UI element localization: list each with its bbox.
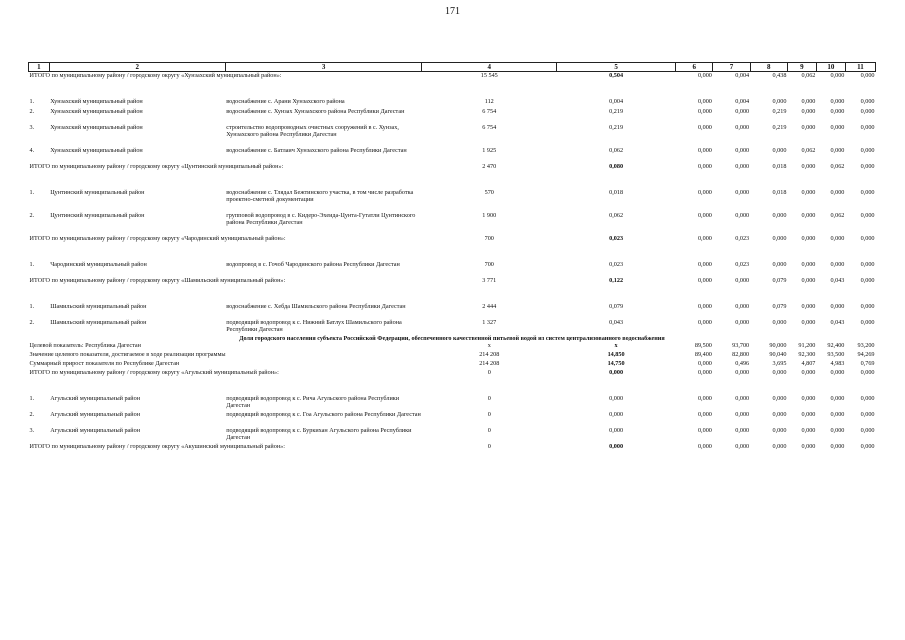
column-header: 8	[750, 63, 787, 72]
year-value: 0,000	[801, 261, 816, 268]
itogo-year-value: 93,700	[732, 342, 750, 349]
itogo-label: ИТОГО по муниципальному району / городскому округу «Чародинский муниципальный район»:	[29, 235, 286, 242]
year-value: 0,000	[772, 427, 787, 434]
year-value: 0,000	[772, 147, 787, 154]
itogo-year-value: 0,000	[830, 235, 845, 242]
year-value: 0,000	[830, 124, 845, 131]
itogo-indicator: 14,850	[607, 351, 625, 358]
object-name: подводящий водопровод к с. Рича Агульского района Республики Дагестан	[226, 395, 400, 409]
object-name: подводящий водопровод к с. Гоа Агульского района Республики Дагестан	[226, 411, 421, 418]
total-cost: 700	[484, 261, 494, 268]
document-table-container	[28, 62, 876, 452]
district-name: Цунтинский муниципальный район	[50, 212, 145, 219]
total-cost: 0	[487, 411, 491, 418]
year-value: 0,000	[772, 98, 787, 105]
indicator-value: 0,000	[609, 395, 624, 402]
itogo-indicator: 0,000	[609, 443, 624, 450]
itogo-indicator: x	[614, 342, 618, 349]
indicator-value: 0,062	[609, 212, 624, 219]
year-value: 0,000	[697, 98, 712, 105]
itogo-year-value: 0,000	[735, 443, 750, 450]
row-number: 2.	[29, 411, 35, 418]
itogo-year-value: 93,500	[827, 351, 845, 358]
itogo-year-value: 0,000	[860, 235, 875, 242]
itogo-year-value: 0,000	[860, 72, 875, 79]
year-value: 0,000	[801, 319, 816, 326]
total-cost: 0	[487, 427, 491, 434]
table-row	[29, 147, 876, 163]
year-value: 0,000	[772, 212, 787, 219]
itogo-year-value: 89,400	[694, 351, 712, 358]
itogo-year-value: 0,000	[860, 369, 875, 376]
itogo-year-value: 0,438	[772, 72, 787, 79]
total-cost: 1 900	[482, 212, 497, 219]
year-value: 0,000	[772, 319, 787, 326]
table-row	[29, 124, 876, 147]
indicator-value: 0,000	[609, 427, 624, 434]
itogo-year-value: 82,800	[732, 351, 750, 358]
year-value: 0,000	[860, 189, 875, 196]
year-value: 0,000	[735, 319, 750, 326]
row-number: 2.	[29, 108, 35, 115]
year-value: 0,000	[735, 147, 750, 154]
itogo-year-value: 0,000	[697, 235, 712, 242]
itogo-year-value: 0,000	[801, 163, 816, 170]
itogo-year-value: 0,000	[697, 443, 712, 450]
itogo-year-value: 0,000	[830, 72, 845, 79]
itogo-row	[29, 351, 876, 360]
row-spacer	[29, 172, 876, 189]
itogo-row	[29, 163, 876, 172]
itogo-total-cost: 2 470	[482, 163, 497, 170]
itogo-year-value: 0,043	[830, 277, 845, 284]
itogo-year-value: 0,769	[860, 360, 875, 367]
itogo-year-value: 0,062	[801, 72, 816, 79]
year-value: 0,000	[801, 411, 816, 418]
row-number: 1.	[29, 189, 35, 196]
itogo-year-value: 0,000	[830, 443, 845, 450]
year-value: 0,219	[772, 108, 787, 115]
itogo-label: Значение целевого показателя, достигаемое в ходе реализации программы	[29, 351, 226, 358]
itogo-year-value: 0,000	[735, 369, 750, 376]
year-value: 0,000	[830, 108, 845, 115]
year-value: 0,000	[697, 261, 712, 268]
table-row	[29, 395, 876, 411]
year-value: 0,000	[697, 319, 712, 326]
column-header: 11	[845, 63, 875, 72]
year-value: 0,000	[697, 395, 712, 402]
year-value: 0,000	[801, 395, 816, 402]
row-spacer	[29, 378, 876, 395]
object-name: подводящий водопровод к с. Буркихан Агульского района Республики Дагестан	[226, 427, 412, 441]
itogo-year-value: 0,000	[860, 277, 875, 284]
year-value: 0,000	[697, 303, 712, 310]
column-header: 3	[225, 63, 422, 72]
itogo-year-value: 89,500	[694, 342, 712, 349]
year-value: 0,000	[772, 411, 787, 418]
year-value: 0,000	[860, 303, 875, 310]
itogo-year-value: 0,004	[735, 72, 750, 79]
year-value: 0,000	[830, 395, 845, 402]
itogo-year-value: 0,000	[772, 235, 787, 242]
itogo-year-value: 0,000	[697, 277, 712, 284]
year-value: 0,000	[830, 147, 845, 154]
year-value: 0,000	[697, 212, 712, 219]
year-value: 0,062	[830, 212, 845, 219]
itogo-year-value: 4,983	[830, 360, 845, 367]
itogo-year-value: 0,000	[801, 235, 816, 242]
year-value: 0,000	[860, 98, 875, 105]
itogo-year-value: 0,000	[772, 443, 787, 450]
district-name: Хунзахский муниципальный район	[50, 147, 143, 154]
row-number: 2.	[29, 212, 35, 219]
itogo-label: Целевой показатель: Республика Дагестан	[29, 342, 141, 349]
table-row	[29, 303, 876, 319]
itogo-total-cost: 0	[487, 369, 491, 376]
total-cost: 1 925	[482, 147, 497, 154]
year-value: 0,219	[772, 124, 787, 131]
year-value: 0,062	[801, 147, 816, 154]
indicator-value: 0,219	[609, 124, 624, 131]
itogo-year-value: 0,000	[697, 72, 712, 79]
itogo-year-value: 0,062	[830, 163, 845, 170]
itogo-label: ИТОГО по муниципальному району / городскому округу «Хунзахский муниципальный район»:	[29, 72, 282, 79]
indicator-value: 0,219	[609, 108, 624, 115]
column-header: 10	[816, 63, 845, 72]
column-header: 9	[787, 63, 816, 72]
table-row	[29, 189, 876, 212]
district-name: Агульский муниципальный район	[50, 395, 141, 402]
itogo-total-cost: 700	[484, 235, 494, 242]
table-row	[29, 411, 876, 427]
itogo-row	[29, 443, 876, 452]
district-name: Хунзахский муниципальный район	[50, 98, 143, 105]
itogo-row	[29, 342, 876, 351]
table-row	[29, 212, 876, 235]
itogo-row	[29, 235, 876, 244]
itogo-year-value: 92,400	[827, 342, 845, 349]
year-value: 0,000	[830, 427, 845, 434]
column-header: 4	[422, 63, 557, 72]
year-value: 0,000	[830, 189, 845, 196]
year-value: 0,000	[860, 124, 875, 131]
total-cost: 1 327	[482, 319, 497, 326]
year-value: 0,000	[860, 108, 875, 115]
itogo-label: ИТОГО по муниципальному району / городскому округу «Акушинский муниципальный район»:	[29, 443, 285, 450]
itogo-year-value: 90,040	[769, 351, 787, 358]
table-row	[29, 98, 876, 108]
itogo-total-cost: 0	[487, 443, 491, 450]
indicator-value: 0,000	[609, 411, 624, 418]
row-number: 1.	[29, 395, 35, 402]
year-value: 0,000	[735, 427, 750, 434]
itogo-year-value: 92,300	[798, 351, 816, 358]
year-value: 0,000	[860, 261, 875, 268]
year-value: 0,000	[801, 189, 816, 196]
itogo-year-value: 3,695	[772, 360, 787, 367]
itogo-year-value: 0,000	[697, 369, 712, 376]
district-name: Шамильский муниципальный район	[50, 319, 147, 326]
district-name: Агульский муниципальный район	[50, 427, 141, 434]
itogo-year-value: 0,023	[735, 235, 750, 242]
year-value: 0,000	[860, 212, 875, 219]
itogo-label: ИТОГО по муниципальному району / городскому округу «Цунтинский муниципальный район»:	[29, 163, 284, 170]
row-number: 3.	[29, 124, 35, 131]
itogo-total-cost: 3 771	[482, 277, 497, 284]
year-value: 0,000	[735, 124, 750, 131]
year-value: 0,000	[830, 261, 845, 268]
itogo-row	[29, 369, 876, 378]
itogo-year-value: 0,000	[697, 163, 712, 170]
year-value: 0,000	[697, 108, 712, 115]
year-value: 0,000	[697, 411, 712, 418]
column-number-header	[29, 63, 876, 72]
itogo-year-value: 0,000	[772, 369, 787, 376]
object-name: водопровод в с. Гочоб Чародинского района Республики Дагестан	[226, 261, 400, 268]
year-value: 0,079	[772, 303, 787, 310]
indicator-value: 0,018	[609, 189, 624, 196]
itogo-year-value: 4,807	[801, 360, 816, 367]
itogo-label: Суммарный прирост показателя по Республике Дагестан	[29, 360, 180, 367]
table-row	[29, 319, 876, 335]
row-spacer	[29, 81, 876, 98]
table-body	[29, 72, 876, 453]
object-name: водоснабжение с. Тлядал Бежтинского участка, в том числе разработка проектно-сметной документации	[226, 189, 414, 203]
year-value: 0,000	[830, 98, 845, 105]
column-header: 1	[29, 63, 50, 72]
year-value: 0,000	[735, 212, 750, 219]
total-cost: 6 754	[482, 108, 497, 115]
row-number: 4.	[29, 147, 35, 154]
year-value: 0,000	[860, 147, 875, 154]
itogo-year-value: 93,200	[857, 342, 875, 349]
year-value: 0,000	[801, 303, 816, 310]
row-spacer	[29, 244, 876, 261]
itogo-year-value: 0,000	[801, 443, 816, 450]
itogo-year-value: 0,000	[697, 360, 712, 367]
district-name: Хунзахский муниципальный район	[50, 124, 143, 131]
district-name: Чародинский муниципальный район	[50, 261, 147, 268]
row-number: 1.	[29, 98, 35, 105]
total-cost: 570	[484, 189, 494, 196]
indicator-value: 0,004	[609, 98, 624, 105]
itogo-indicator: 0,504	[609, 72, 624, 79]
total-cost: 2 444	[482, 303, 497, 310]
year-value: 0,000	[860, 427, 875, 434]
itogo-indicator: 0,000	[609, 369, 624, 376]
table-row	[29, 261, 876, 277]
itogo-indicator: 14,750	[607, 360, 625, 367]
itogo-label: ИТОГО по муниципальному району / городскому округу «Шамильский муниципальный район»:	[29, 277, 286, 284]
itogo-year-value: 0,079	[772, 277, 787, 284]
year-value: 0,043	[830, 319, 845, 326]
indicator-value: 0,079	[609, 303, 624, 310]
column-header: 2	[49, 63, 225, 72]
year-value: 0,000	[772, 261, 787, 268]
year-value: 0,000	[697, 124, 712, 131]
object-name: водоснабжение с. Арани Хунзахского района	[226, 98, 345, 105]
program-table	[28, 62, 876, 452]
row-number: 3.	[29, 427, 35, 434]
indicator-value: 0,043	[609, 319, 624, 326]
year-value: 0,000	[860, 411, 875, 418]
itogo-total-cost: 15 545	[480, 72, 498, 79]
year-value: 0,000	[830, 303, 845, 310]
row-number: 1.	[29, 261, 35, 268]
year-value: 0,000	[801, 427, 816, 434]
year-value: 0,000	[830, 411, 845, 418]
itogo-total-cost: 214 208	[479, 351, 500, 358]
year-value: 0,018	[772, 189, 787, 196]
object-name: водоснабжение с. Хунзах Хунзахского района Республики Дагестан	[226, 108, 405, 115]
itogo-year-value: 0,000	[860, 163, 875, 170]
year-value: 0,000	[801, 98, 816, 105]
year-value: 0,000	[860, 395, 875, 402]
indicator-value: 0,023	[609, 261, 624, 268]
itogo-year-value: 91,200	[798, 342, 816, 349]
district-name: Цунтинский муниципальный район	[50, 189, 145, 196]
object-name: водоснабжение с. Батлаич Хунзахского района Республики Дагестан	[226, 147, 407, 154]
row-number: 2.	[29, 319, 35, 326]
column-header: 7	[713, 63, 750, 72]
year-value: 0,000	[735, 395, 750, 402]
year-value: 0,000	[772, 395, 787, 402]
itogo-row	[29, 360, 876, 369]
year-value: 0,000	[697, 147, 712, 154]
itogo-row	[29, 72, 876, 82]
itogo-row	[29, 277, 876, 286]
year-value: 0,000	[735, 303, 750, 310]
itogo-year-value: 0,000	[735, 277, 750, 284]
itogo-year-value: 90,000	[769, 342, 787, 349]
itogo-year-value: 0,496	[735, 360, 750, 367]
object-name: подводящий водопровод к с. Нижний Батлух Шамильского района Республики Дагестан	[226, 319, 402, 333]
district-name: Хунзахский муниципальный район	[50, 108, 143, 115]
year-value: 0,000	[697, 189, 712, 196]
indicator-value: 0,062	[609, 147, 624, 154]
itogo-indicator: 0,080	[609, 163, 624, 170]
itogo-year-value: 0,000	[860, 443, 875, 450]
object-name: водоснабжение с. Хебда Шамильского района Республики Дагестан	[226, 303, 406, 310]
year-value: 0,004	[735, 98, 750, 105]
year-value: 0,000	[697, 427, 712, 434]
itogo-label: ИТОГО по муниципальному району / городскому округу «Агульский муниципальный район»:	[29, 369, 279, 376]
itogo-indicator: 0,122	[609, 277, 624, 284]
section-title: Доля городского населения субъекта Российской Федерации, обеспеченного качественной питьевой водой из систем централизованного водоснабжения	[239, 335, 665, 342]
year-value: 0,000	[801, 108, 816, 115]
itogo-year-value: 0,000	[830, 369, 845, 376]
column-header: 6	[676, 63, 713, 72]
itogo-total-cost: 214 208	[479, 360, 500, 367]
object-name: строительство водопроводных очистных сооружений в с. Хунзах, Хунзахского района Республики Дагестан	[226, 124, 399, 138]
page-number: 171	[445, 6, 460, 17]
section-title-row	[29, 335, 876, 342]
itogo-year-value: 0,000	[735, 163, 750, 170]
year-value: 0,000	[735, 108, 750, 115]
total-cost: 6 754	[482, 124, 497, 131]
year-value: 0,000	[735, 189, 750, 196]
total-cost: 0	[487, 395, 491, 402]
table-row	[29, 427, 876, 443]
district-name: Шамильский муниципальный район	[50, 303, 147, 310]
year-value: 0,000	[801, 212, 816, 219]
row-number: 1.	[29, 303, 35, 310]
itogo-total-cost: x	[487, 342, 491, 349]
table-row	[29, 108, 876, 124]
district-name: Агульский муниципальный район	[50, 411, 141, 418]
itogo-indicator: 0,023	[609, 235, 624, 242]
row-spacer	[29, 286, 876, 303]
itogo-year-value: 0,018	[772, 163, 787, 170]
year-value: 0,023	[735, 261, 750, 268]
year-value: 0,000	[860, 319, 875, 326]
itogo-year-value: 0,000	[801, 277, 816, 284]
itogo-year-value: 0,000	[801, 369, 816, 376]
itogo-year-value: 94,269	[857, 351, 875, 358]
object-name: групповой водопровод в с. Кидеро-Эхеида-Цунта-Гутатли Цунтинского района Республики Дагестан	[226, 212, 416, 226]
column-header: 5	[557, 63, 676, 72]
year-value: 0,000	[801, 124, 816, 131]
total-cost: 112	[484, 98, 494, 105]
year-value: 0,000	[735, 411, 750, 418]
